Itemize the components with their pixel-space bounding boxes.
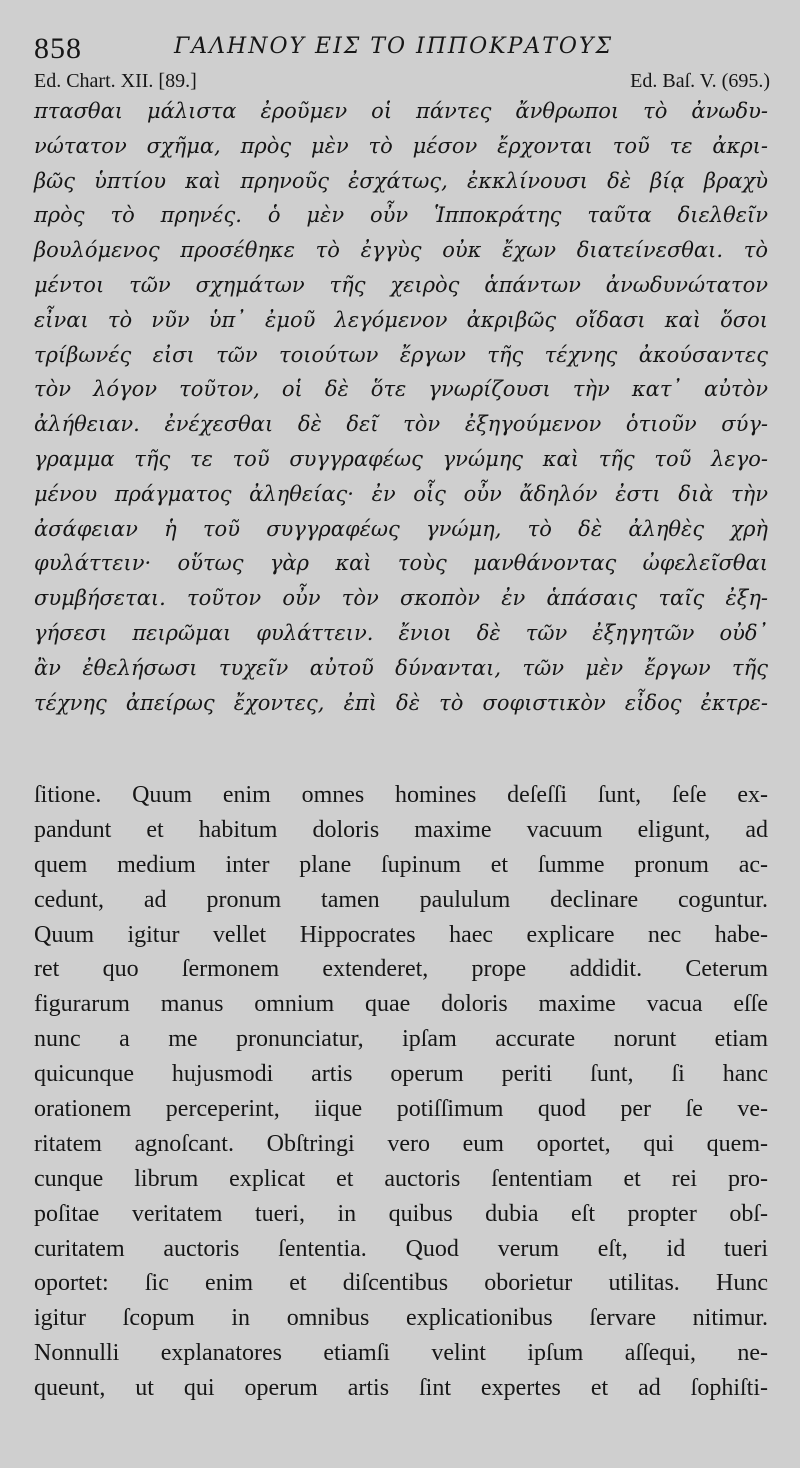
latin-line: queunt, ut qui operum artis ſint expertes et ad ſophiſti- xyxy=(34,1375,768,1402)
latin-line: quem medium inter plane ſupinum et ſumme pronum ac- xyxy=(34,851,768,878)
latin-text-block xyxy=(34,778,768,1406)
greek-line: ἀλήθειαν. ἐνέχεσθαι δὲ δεῖ τὸν ἐξηγούμενον ὁτιοῦν σύγ- xyxy=(34,412,768,437)
greek-line: μέντοι τῶν σχημάτων τῆς χειρὸς ἁπάντων ἀνωδυνώτατον xyxy=(34,272,768,297)
edition-reference-basel: Ed. Baſ. V. (695.) xyxy=(630,70,770,92)
edition-reference-chart: Ed. Chart. XII. [89.] xyxy=(34,70,197,92)
greek-line: φυλάττειν· οὕτως γὰρ καὶ τοὺς μανθάνοντας ὠφελεῖσθαι xyxy=(34,551,768,576)
greek-line: πρὸς τὸ πρηνές. ὁ μὲν οὖν Ἱπποκράτης ταῦτα διελθεῖν xyxy=(34,203,768,228)
running-title: ΓΑΛΗΝΟΥ ΕΙΣ ΤΟ ΙΠΠΟΚΡΑΤΟΥΣ xyxy=(174,34,614,59)
latin-line: nunc a me pronunciatur, ipſam accurate norunt etiam xyxy=(34,1026,768,1053)
latin-line: ritatem agnoſcant. Obſtringi vero eum oportet, qui quem- xyxy=(34,1130,768,1157)
latin-line: Quum igitur vellet Hippocrates haec explicare nec habe- xyxy=(34,921,768,948)
latin-line: figurarum manus omnium quae doloris maxime vacua eſſe xyxy=(34,991,768,1018)
greek-line: βουλόμενος προσέθηκε τὸ ἐγγὺς οὐκ ἔχων διατείνεσθαι. τὸ xyxy=(34,238,768,263)
greek-line: νώτατον σχῆμα, πρὸς μὲν τὸ μέσον ἔρχονται τοῦ τε ἀκρι- xyxy=(34,133,768,158)
greek-line: ἂν ἐθελήσωσι τυχεῖν αὐτοῦ δύνανται, τῶν μὲν ἔργων τῆς xyxy=(34,655,768,680)
edition-reference-line xyxy=(34,70,770,96)
greek-line: τέχνης ἀπείρως ἔχοντες, ἐπὶ δὲ τὸ σοφιστικὸν εἶδος ἐκτρε- xyxy=(34,690,768,715)
greek-line: συμβήσεται. τοῦτον οὖν τὸν σκοπὸν ἐν ἁπάσαις ταῖς ἐξη- xyxy=(34,586,768,611)
latin-line: ret quo ſermonem extenderet, prope addidit. Ceterum xyxy=(34,956,768,983)
latin-line: orationem perceperint, iique potiſſimum quod per ſe ve- xyxy=(34,1096,768,1123)
greek-line: ἀσάφειαν ἡ τοῦ συγγραφέως γνώμη, τὸ δὲ ἀληθὲς χρὴ xyxy=(34,516,768,541)
greek-text-block xyxy=(34,94,768,720)
greek-line: βῶς ὑπτίου καὶ πρηνοῦς ἐσχάτως, ἐκκλίνουσι δὲ βίᾳ βραχὺ xyxy=(34,168,768,193)
greek-line: τὸν λόγον τοῦτον, οἱ δὲ ὅτε γνωρίζουσι τὴν κατ᾽ αὐτὸν xyxy=(34,377,768,402)
greek-line: εἶναι τὸ νῦν ὑπ᾽ ἐμοῦ λεγόμενον ἀκριβῶς οἴδασι καὶ ὅσοι xyxy=(34,307,768,332)
latin-line: curitatem auctoris ſententia. Quod verum eſt, id tueri xyxy=(34,1235,768,1262)
latin-line: cedunt, ad pronum tamen paululum declinare coguntur. xyxy=(34,886,768,913)
greek-line: τρίβωνές εἰσι τῶν τοιούτων ἔργων τῆς τέχνης ἀκούσαντες xyxy=(34,342,768,367)
latin-line: pandunt et habitum doloris maxime vacuum eligunt, ad xyxy=(34,816,768,843)
latin-line: Nonnulli explanatores etiamſi velint ipſum aſſequi, ne- xyxy=(34,1340,768,1367)
greek-line: γραμμα τῆς τε τοῦ συγγραφέως γνώμης καὶ τῆς τοῦ λεγο- xyxy=(34,446,768,471)
greek-line: μένου πράγματος ἀληθείας· ἐν οἷς οὖν ἄδηλόν ἐστι διὰ τὴν xyxy=(34,481,768,506)
page-header xyxy=(34,26,770,66)
latin-line: quicunque hujusmodi artis operum periti ſunt, ſi hanc xyxy=(34,1061,768,1088)
greek-line: πτασθαι μάλιστα ἐροῦμεν οἱ πάντες ἄνθρωποι τὸ ἀνωδυ- xyxy=(34,99,768,123)
latin-line: cunque librum explicat et auctoris ſententiam et rei pro- xyxy=(34,1165,768,1192)
latin-line: oportet: ſic enim et diſcentibus oborietur utilitas. Hunc xyxy=(34,1270,768,1297)
latin-line: igitur ſcopum in omnibus explicationibus ſervare nitimur. xyxy=(34,1305,768,1332)
greek-line: γήσεσι πειρῶμαι φυλάττειν. ἔνιοι δὲ τῶν ἐξηγητῶν οὐδ᾽ xyxy=(34,620,768,645)
page-number: 858 xyxy=(34,32,82,65)
latin-line: ſitione. Quum enim omnes homines deſeſſi ſunt, ſeſe ex- xyxy=(34,782,768,808)
latin-line: poſitae veritatem tueri, in quibus dubia eſt propter obſ- xyxy=(34,1200,768,1227)
